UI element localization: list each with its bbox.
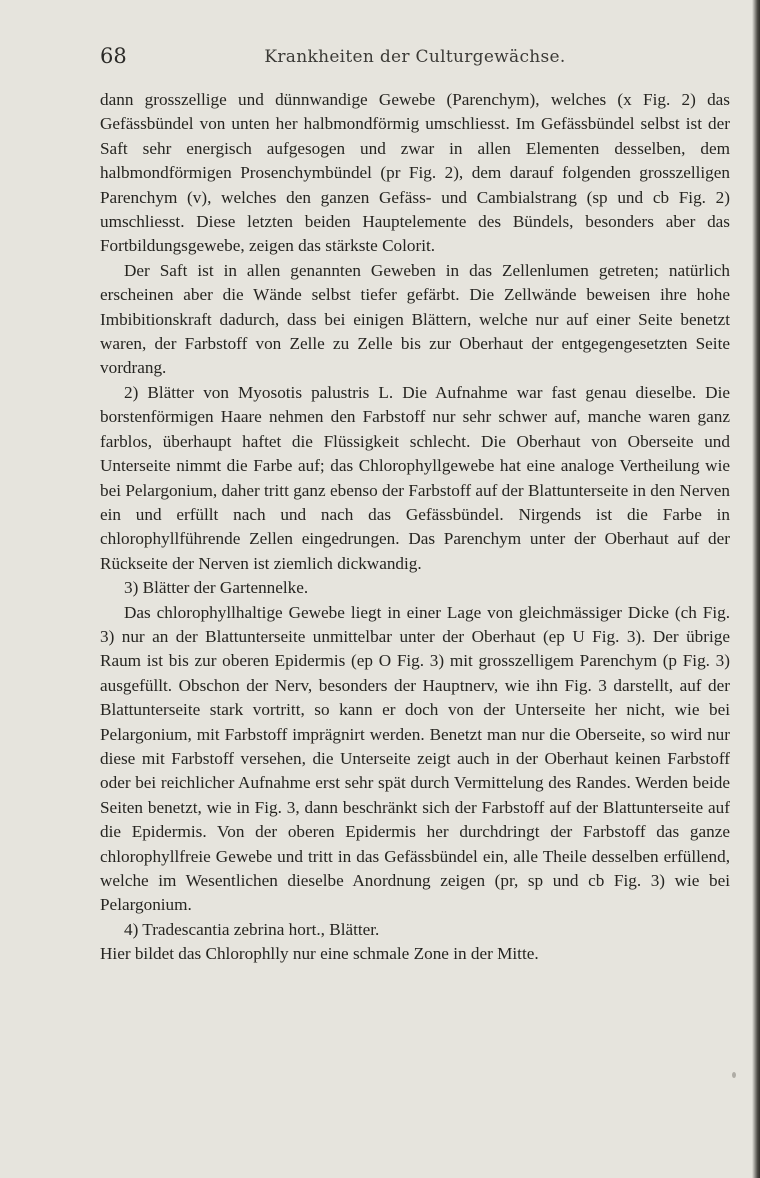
paragraph-saft: Der Saft ist in allen genannten Geweben in das Zellenlumen getreten; natürlich erscheinen aber die Wände selbst tiefer gefärbt. Die Zellwände beweisen ihre hohe Imbibitionskraft dadurch, dass bei einigen Blättern, welche nur auf einer Seite benetzt waren, der Farbstoff von Zelle zu Zelle bis zur Oberhaut der entgegengesetzten Seite vordrang. [100, 260, 730, 378]
page-edge-shadow [752, 0, 760, 1178]
page-header [100, 44, 730, 74]
running-title: Krankheiten der Culturgewächse. [264, 47, 566, 67]
paragraph-continuation: dann grosszellige und dünnwandige Gewebe (Parenchym), welches (x Fig. 2) das Gefässbündel von unten her halbmondförmig umschliesst. Im Gefässbündel selbst ist der Saft sehr energisch aufgesogen und zwar in allen Elementen desselben, dem halbmondförmigen Prosenchymbündel (pr Fig. 2), dem darauf folgenden grosszelligen Parenchym (v), welches den ganzen Gefäss- und Cambialstrang (sp und cb Fig. 2) umschliesst. Diese letzten beiden Hauptelemente des Bündels, besonders aber das Fortbildungsgewebe, zeigen das stärkste Colorit. [100, 90, 730, 256]
page-number: 68 [100, 44, 127, 68]
body-text [100, 88, 730, 967]
paper-speck [732, 1072, 736, 1078]
paragraph-myosotis: 2) Blätter von Myosotis palustris L. Die Aufnahme war fast genau dieselbe. Die borstenförmigen Haare nehmen den Farbstoff nur sehr schwer auf, manche waren ganz farblos, überhaupt haftet die Flüssigkeit schlecht. Die Oberhaut von Oberseite und Unterseite nimmt die Farbe auf; das Chlorophyllgewebe hat eine analoge Vertheilung wie bei Pelargonium, daher tritt ganz ebenso der Farbstoff auf der Blattunterseite in den Nerven ein und erfüllt nach und nach das Gefässbündel. Nirgends ist die Farbe in chlorophyllführende Zellen eingedrungen. Das Parenchym unter der Oberhaut auf der Rückseite der Nerven ist ziemlich dickwandig. [100, 382, 730, 573]
section-heading-tradescantia: 4) Tradescantia zebrina hort., Blätter. [124, 919, 380, 939]
paragraph-gartennelke: Das chlorophyllhaltige Gewebe liegt in einer Lage von gleichmässiger Dicke (ch Fig. 3) nur an der Blattunterseite unmittelbar unter der Oberhaut (ep U Fig. 3). Der übrige Raum ist bis zur oberen Epidermis (ep O Fig. 3) mit grosszelligem Parenchym (p Fig. 3) ausgefüllt. Obschon der Nerv, besonders der Hauptnerv, wie ihn Fig. 3 darstellt, auf der Blattunterseite stark vortritt, so kann er doch von der Unterseite her nicht, wie bei Pelargonium, mit Farbstoff imprägnirt werden. Benetzt man nur die Oberseite, so wird nur diese mit Farbstoff versehen, die Unterseite zeigt auch in der Oberhaut keinen Farbstoff oder bei reichlicher Aufnahme erst sehr spät durch Vermittelung des Randes. Werden beide Seiten benetzt, wie in Fig. 3, dann beschränkt sich der Farbstoff auf der Blattunterseite auf die Epidermis. Von der oberen Epidermis her durchdringt der Farbstoff das ganze chlorophyllfreie Gewebe und tritt in das Gefässbündel ein, alle Theile desselben erfüllend, welche im Wesentlichen dieselbe Anordnung zeigen (pr, sp und cb Fig. 3) wie bei Pelargonium. [100, 602, 730, 915]
section-heading-gartennelke: 3) Blätter der Gartennelke. [124, 578, 309, 598]
paragraph-tradescantia: Hier bildet das Chlorophlly nur eine schmale Zone in der Mitte. [100, 944, 539, 964]
